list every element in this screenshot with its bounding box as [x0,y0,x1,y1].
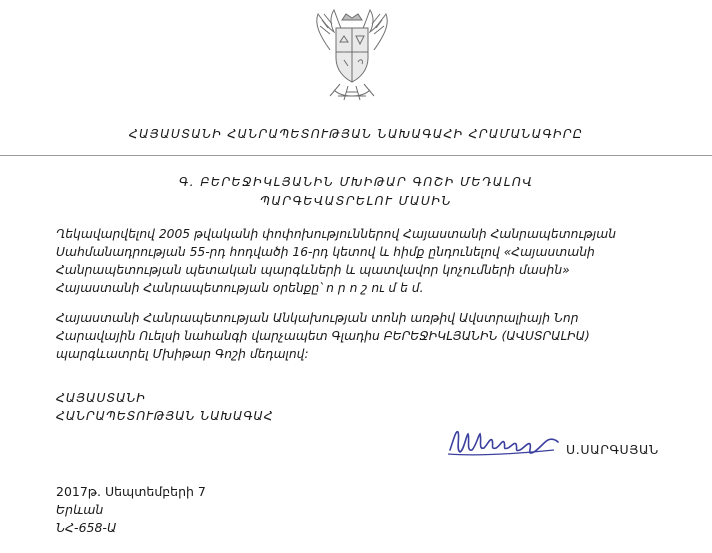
decree-subtitle-line2: ՊԱՐԳԵՎԱՏՐԵԼՈՒ ՄԱՍԻՆ [260,193,452,208]
president-title [56,389,274,425]
decree-paragraph-2: Հայաստանի Հանրապետության Անկախության տոնի առթիվ Ավստրալիայի Նոր Հարավային Ուելսի նահանգի վարչապետ Գլադիս ԲԵՐԵՋԻԿԼՅԱՆԻՆ (ԱՎՍՏՐԱԼԻԱ) պարգևատրել Մխիթար Գոշի մեդալով: [56,311,590,361]
document-title: ՀԱՅԱՍՏԱՆԻ ՀԱՆՐԱՊԵՏՈՒԹՅԱՆ ՆԱԽԱԳԱՀԻ ՀՐԱՄԱՆԱԳԻՐԸ [128,126,584,141]
handwritten-signature [444,420,564,466]
title-divider [0,155,712,156]
coat-of-arms-emblem [300,6,404,104]
decree-subtitle-line1: Գ. ԲԵՐԵՋԻԿԼՅԱՆԻՆ ՄԽԻԹԱՐ ԳՈՇԻ ՄԵԴԱԼՈՎ [178,174,534,189]
decree-number: ՆՀ-658-Ա [56,520,117,535]
decree-footer [56,483,206,537]
signatory-name: Ս.ՍԱՐԳՍՅԱՆ [566,442,659,457]
decree-city: Երևան [56,502,104,517]
president-title-line1: ՀԱՅԱՍՏԱՆԻ [56,390,146,405]
decree-date: 2017թ. Սեպտեմբերի 7 [56,484,206,499]
decree-paragraph-1: Ղեկավարվելով 2005 թվականի փոփոխություններով Հայաստանի Հանրապետության Սահմանադրության 55-րդ հոդվածի 16-րդ կետով և հիմք ընդունելով «Հայաստանի Հանրապետության պետական պարգևների և պատվավոր կոչումների մասին» Հայաստանի Հանրապետության օրենքը՝ ո ր ո շ ու մ ե մ. [56,227,617,295]
president-title-line2: ՀԱՆՐԱՊԵՏՈՒԹՅԱՆ ՆԱԽԱԳԱՀ [56,408,274,423]
